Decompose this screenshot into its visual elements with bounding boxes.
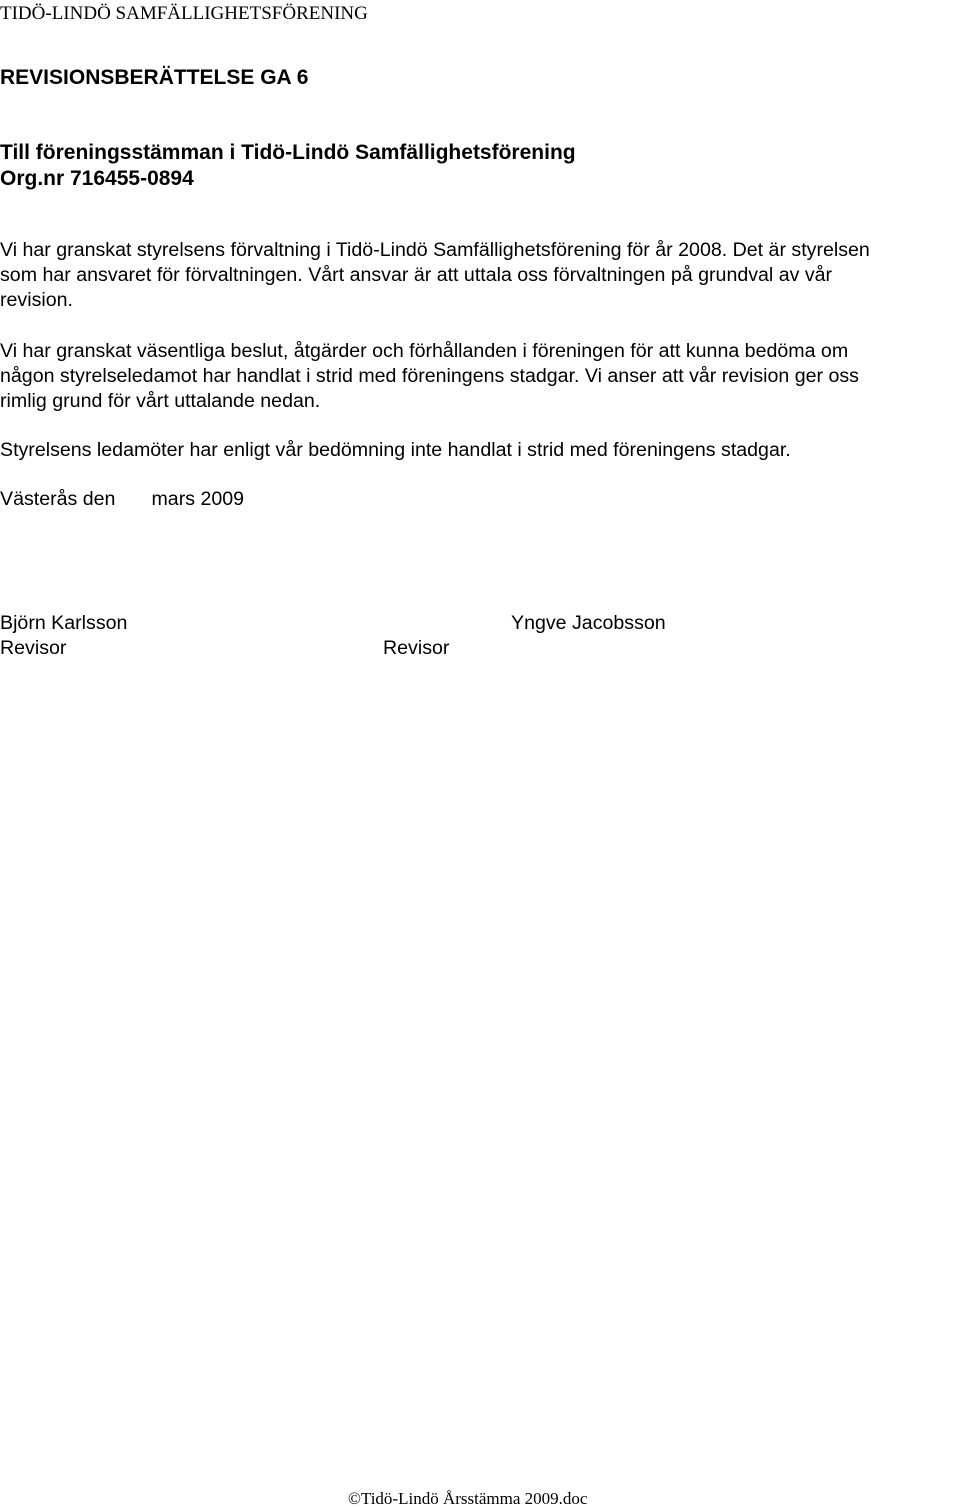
date-month-year: mars 2009 (151, 488, 245, 510)
signature-role-2: Revisor (383, 637, 450, 659)
addressee-line: Till föreningsstämman i Tidö-Lindö Samfällighetsförening (0, 141, 576, 164)
paragraph-method (0, 339, 960, 414)
signature-role-1: Revisor (0, 637, 67, 659)
signature-name-1: Björn Karlsson (0, 612, 128, 634)
paragraph-scope (0, 238, 960, 313)
date-place: Västerås den (0, 488, 116, 510)
paragraph-line: rimlig grund för vårt uttalande nedan. (0, 390, 321, 412)
organization-header: TIDÖ-LINDÖ SAMFÄLLIGHETSFÖRENING (0, 3, 368, 24)
footer-filename: ©Tidö-Lindö Årsstämma 2009.doc (348, 1489, 588, 1508)
paragraph-line: revision. (0, 289, 73, 311)
date-line (0, 487, 244, 512)
signature-name-2: Yngve Jacobsson (511, 612, 666, 634)
paragraph-conclusion (0, 438, 960, 463)
report-title: REVISIONSBERÄTTELSE GA 6 (0, 66, 309, 89)
paragraph-line: någon styrelseledamot har handlat i strid med föreningens stadgar. Vi anser att vår revision ger oss (0, 365, 859, 387)
paragraph-line: som har ansvaret för förvaltningen. Vårt ansvar är att uttala oss förvaltningen på grundval av vår (0, 264, 833, 286)
paragraph-line: Styrelsens ledamöter har enligt vår bedömning inte handlat i strid med föreningens stadgar. (0, 439, 791, 461)
paragraph-line: Vi har granskat styrelsens förvaltning i Tidö-Lindö Samfällighetsförening för år 2008. Det är styrelsen (0, 239, 870, 261)
paragraph-line: Vi har granskat väsentliga beslut, åtgärder och förhållanden i föreningen för att kunna bedöma om (0, 340, 849, 362)
organization-number: Org.nr 716455-0894 (0, 167, 194, 190)
